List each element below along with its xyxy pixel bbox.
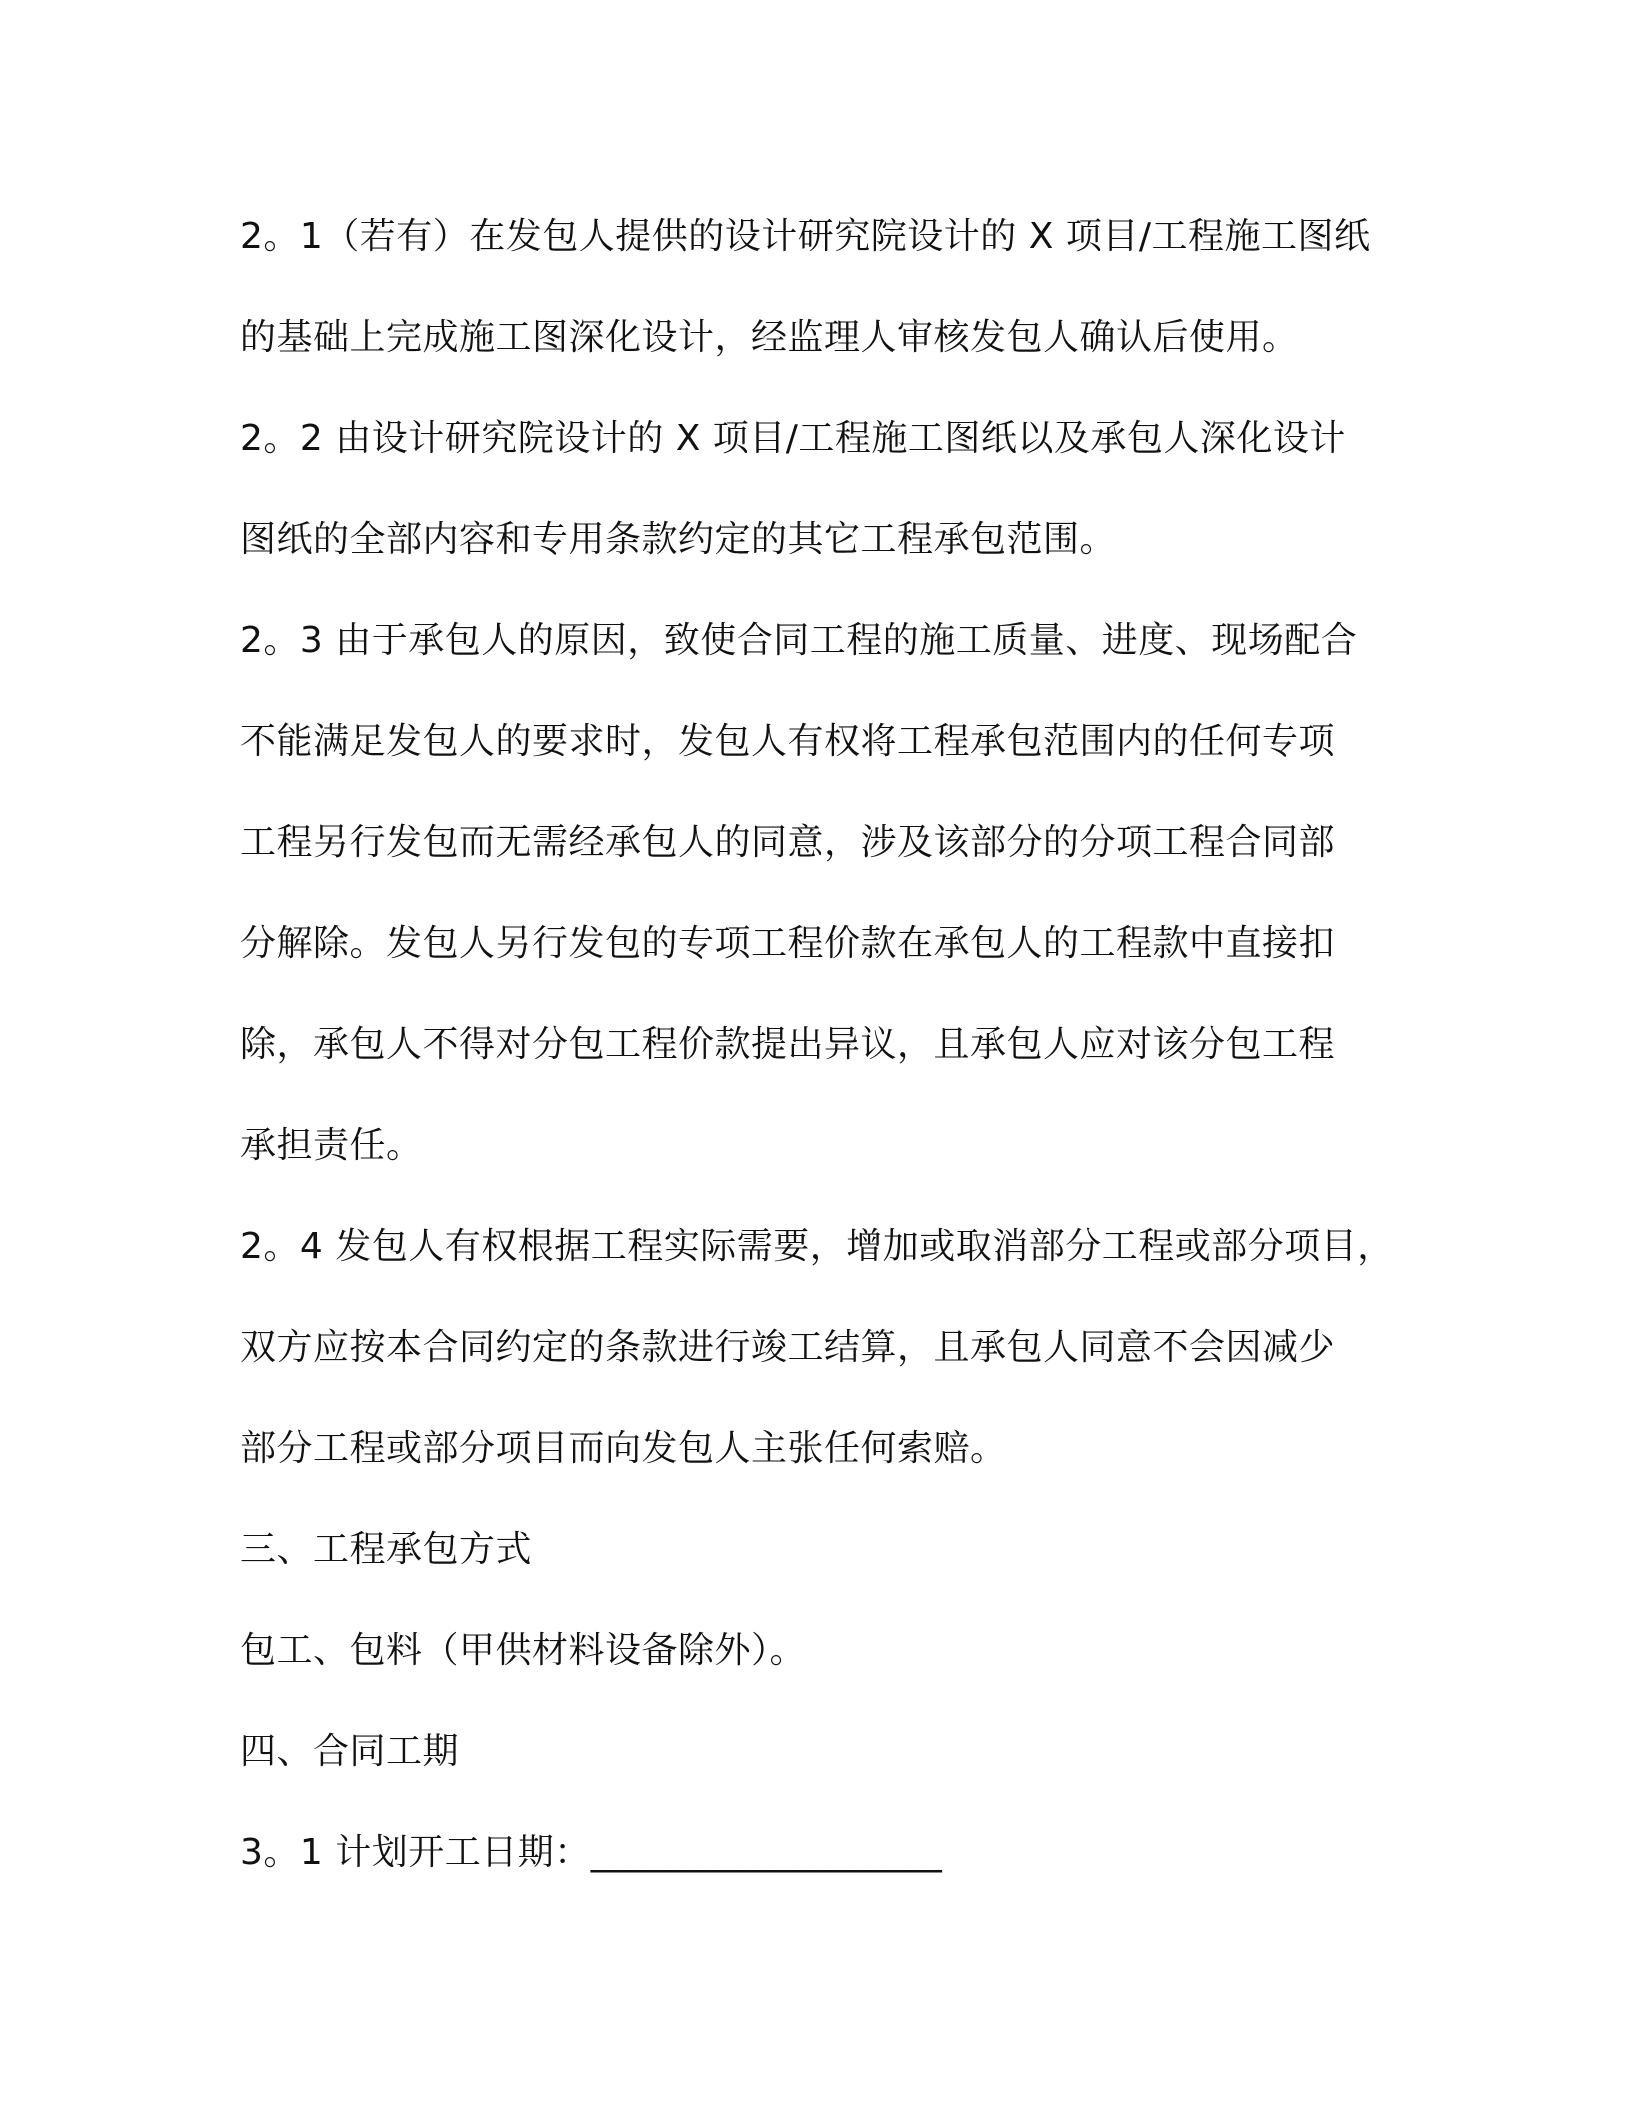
text-line: 2。4 发包人有权根据工程实际需要，增加或取消部分工程或部分项目， — [240, 1226, 1394, 1267]
text-line: 不能满足发包人的要求时，发包人有权将工程承包范围内的任何专项 — [240, 721, 1336, 762]
text-line: 承担责任。 — [240, 1125, 423, 1166]
text-line: 部分工程或部分项目而向发包人主张任何索赔。 — [240, 1428, 1007, 1469]
text-line: 包工、包料（甲供材料设备除外）。 — [240, 1630, 807, 1671]
text-line: 2。2 由设计研究院设计的 X 项目/工程施工图纸以及承包人深化设计 — [240, 418, 1346, 459]
section-heading: 四、合同工期 — [240, 1731, 460, 1772]
text-line: 图纸的全部内容和专用条款约定的其它工程承包范围。 — [240, 519, 1117, 560]
text-line: 分解除。发包人另行发包的专项工程价款在承包人的工程款中直接扣 — [240, 923, 1336, 964]
document-body — [240, 186, 1410, 1903]
text-line: 的基础上完成施工图深化设计，经监理人审核发包人确认后使用。 — [240, 317, 1299, 358]
fill-in-line: 3。1 计划开工日期：___________________ — [240, 1832, 943, 1873]
text-line: 2。3 由于承包人的原因，致使合同工程的施工质量、进度、现场配合 — [240, 620, 1358, 661]
section-heading: 三、工程承包方式 — [240, 1529, 533, 1570]
text-line: 除，承包人不得对分包工程价款提出异议，且承包人应对该分包工程 — [240, 1024, 1336, 1065]
text-line: 工程另行发包而无需经承包人的同意，涉及该部分的分项工程合同部 — [240, 822, 1336, 863]
text-line: 2。1（若有）在发包人提供的设计研究院设计的 X 项目/工程施工图纸 — [240, 216, 1371, 257]
text-line: 双方应按本合同约定的条款进行竣工结算，且承包人同意不会因减少 — [240, 1327, 1336, 1368]
